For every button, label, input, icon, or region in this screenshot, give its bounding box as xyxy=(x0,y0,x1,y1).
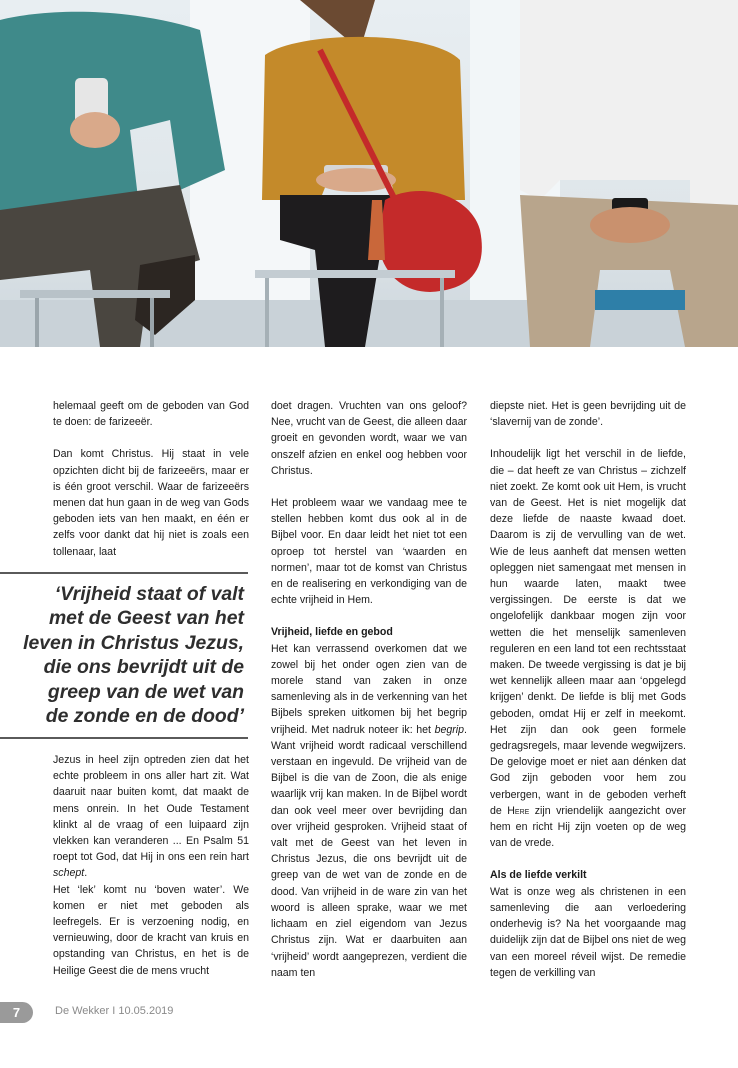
small-caps-word: Here xyxy=(507,804,530,817)
paragraph xyxy=(490,446,686,851)
emphasis: schept xyxy=(53,867,85,880)
column-1-top xyxy=(53,398,249,560)
paragraph: Het ‘lek’ komt nu ‘boven water’. We komen er niet met geboden als leefregels. Er is verzoening nodig, en vernieuwing, door de kracht van kruis en opstanding van Christus, en het is de Heilige Geest die de mens vrucht xyxy=(53,883,249,977)
page-number: 7 xyxy=(0,1002,33,1023)
paragraph: helemaal geeft om de geboden van God te doen: de farizeeër. xyxy=(53,400,249,429)
pull-quote-text: ‘Vrijheid staat of valt met de Geest van het leven in Christus Jezus, die ons bevrijdt uit de greep van de wet van de zonde en de dood’ xyxy=(23,583,244,728)
emphasis: begrip xyxy=(434,723,465,736)
column-2 xyxy=(271,398,467,981)
column-1-bottom xyxy=(53,752,249,979)
section-heading: Als de liefde verkilt xyxy=(490,869,587,882)
paragraph xyxy=(271,641,467,981)
text-run: Het kan verrassend overkomen dat we zowel bij het onder ogen zien van de morele stand van zaken in onze samenleving als in de verkenning van het Bijbels spreken uitkomen bij het begrip vrijheid. Met nadruk noteer ik: het xyxy=(271,642,467,736)
text-run: Inhoudelijk ligt het verschil in de liefde, die – dat heeft ze van Christus – zichzelf niet zoekt. Ze komt ook uit Hem, is vrucht van de Geest. Het is niet mogelijk dat deze liefde de naaste kwaad doet. Daarom is zij de vervulling van de wet. Wie de leus aanheft dat mensen wetten opleggen niet samengaat met mensen in hun waarde laten, maakt twee vergissingen. De eerste is dat we ongelofelijk dankbaar mogen zijn voor wetten die het menselijk samenleven reguleren en een land tot een rechtsstaat maken. De tweede vergissing is dat je bij wet kennelijk alleen maar aan ‘opgelegd krijgen’ denkt. De liefde is blij met Gods geboden, omdat Hij er zelf in meekomt. Het zijn dan ook geen formele gedragsregels, maar levende wegwijzers. De gelovige moet er niet aan dénken dat God zijn geboden voor hem zou verbergen, want in de geboden verheft de xyxy=(490,448,686,817)
paragraph xyxy=(53,752,249,882)
pull-quote xyxy=(0,572,248,739)
text-run: Jezus in heel zijn optreden zien dat het echte probleem in ons aller hart zit. Wat daaruit naar buiten komt, dat maakt de mens onrein. In het Oude Testament klinkt al de vraag of een luipaard zijn vlekken kan veranderen ... En Psalm 51 roept tot God, dat Hij in ons een rein hart xyxy=(53,754,249,864)
paragraph: Wat is onze weg als christenen in een samenleving die aan verloedering onderhevig is? Na het voorgaande mag duidelijk zijn dat de Bijbel ons niet de weg van een moreel réveil wijst. De remedie tegen de verkilling van xyxy=(490,885,686,979)
paragraph: Dan komt Christus. Hij staat in vele opzichten dicht bij de farizeeërs, maar er is één groot verschil. Waar de farizeeërs menen dat hun gaan in de weg van Gods geboden iets van hen maakt, en één er zelfs voor dankt dat hij niet is zoals een tollenaar, laat xyxy=(53,448,249,558)
publication-info: De Wekker I 10.05.2019 xyxy=(55,1005,174,1017)
header-photo xyxy=(0,0,738,347)
paragraph: doet dragen. Vruchten van ons geloof? Nee, vrucht van de Geest, die alleen daar groeit en gevonden wordt, waar we van onszelf afzien en enkel oog hebben voor Christus. xyxy=(271,400,467,477)
paragraph: diepste niet. Het is geen bevrijding uit de ‘slavernij van de zonde’. xyxy=(490,400,686,429)
page-footer xyxy=(0,1002,738,1024)
text-run: . xyxy=(84,867,88,880)
paragraph: Het probleem waar we vandaag mee te stellen hebben komt dus ook al in de Bijbel voor. En daar leidt het niet tot een oproep tot herstel van ‘waarden en normen’, maar tot de komst van Christus en de realisering en verkondiging van de echte vrijheid in Hem. xyxy=(271,497,467,607)
text-run: . Want vrijheid wordt radicaal verschillend verstaan en ingevuld. De vrijheid van de Bijbel is die van de Zoon, die als enige waarlijk vrij kan maken. In de Bijbel wordt dan ook veel meer over bevrijding dan over vrijheid gesproken. Vrijheid staat of valt met de Geest van het leven in Christus Jezus, die ons bevrijdt uit de greep van de wet van de zonde en de dood. Van vrijheid in de ware zin van het woord is alleen sprake, waar we met lichaam en ziel eigendom van Jezus Christus zijn. Wat er daarbuiten aan ‘vrijheid’ wordt aangeprezen, verdient die naam ten xyxy=(271,723,467,979)
text-run: zijn vriendelijk aangezicht over hem en richt Hij zijn voeten op de weg van de vrede. xyxy=(490,804,686,850)
section-heading: Vrijheid, liefde en gebod xyxy=(271,626,393,639)
people-on-phones-photo xyxy=(0,0,738,347)
column-3 xyxy=(490,398,686,981)
